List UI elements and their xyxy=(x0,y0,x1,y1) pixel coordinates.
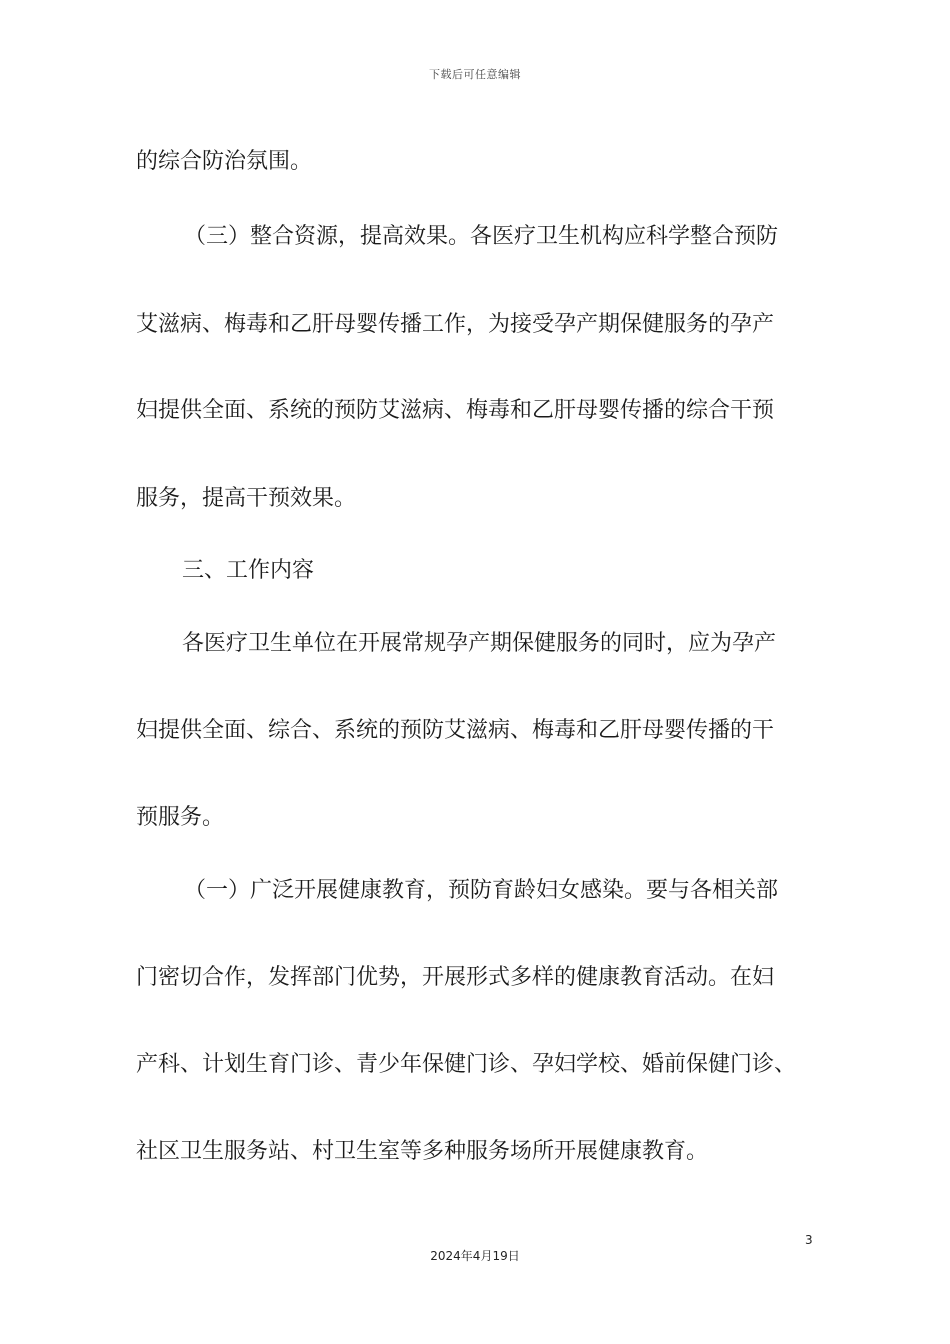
page-header: 下载后可任意编辑 xyxy=(429,68,521,81)
body-line: 的综合防治氛围。 xyxy=(136,149,313,174)
body-line: 社区卫生服务站、村卫生室等多种服务场所开展健康教育。 xyxy=(136,1139,709,1164)
body-line: 各医疗卫生单位在开展常规孕产期保健服务的同时，应为孕产 xyxy=(182,631,777,656)
body-line: （一）广泛开展健康教育，预防育龄妇女感染。要与各相关部 xyxy=(184,878,779,903)
page-number: 3 xyxy=(805,1233,813,1247)
body-line: 门密切合作，发挥部门优势，开展形式多样的健康教育活动。在妇 xyxy=(136,965,775,990)
body-line: 妇提供全面、综合、系统的预防艾滋病、梅毒和乙肝母婴传播的干 xyxy=(136,718,775,743)
body-line: 艾滋病、梅毒和乙肝母婴传播工作，为接受孕产期保健服务的孕产 xyxy=(136,312,775,337)
footer-date: 2024年4月19日 xyxy=(430,1249,520,1263)
body-line: （三）整合资源，提高效果。各医疗卫生机构应科学整合预防 xyxy=(184,224,779,249)
body-line: 预服务。 xyxy=(136,805,225,830)
section-heading: 三、工作内容 xyxy=(182,558,315,583)
body-line: 妇提供全面、系统的预防艾滋病、梅毒和乙肝母婴传播的综合干预 xyxy=(136,398,775,423)
body-line: 服务，提高干预效果。 xyxy=(136,486,357,511)
body-line: 产科、计划生育门诊、青少年保健门诊、孕妇学校、婚前保健门诊、 xyxy=(136,1052,797,1077)
